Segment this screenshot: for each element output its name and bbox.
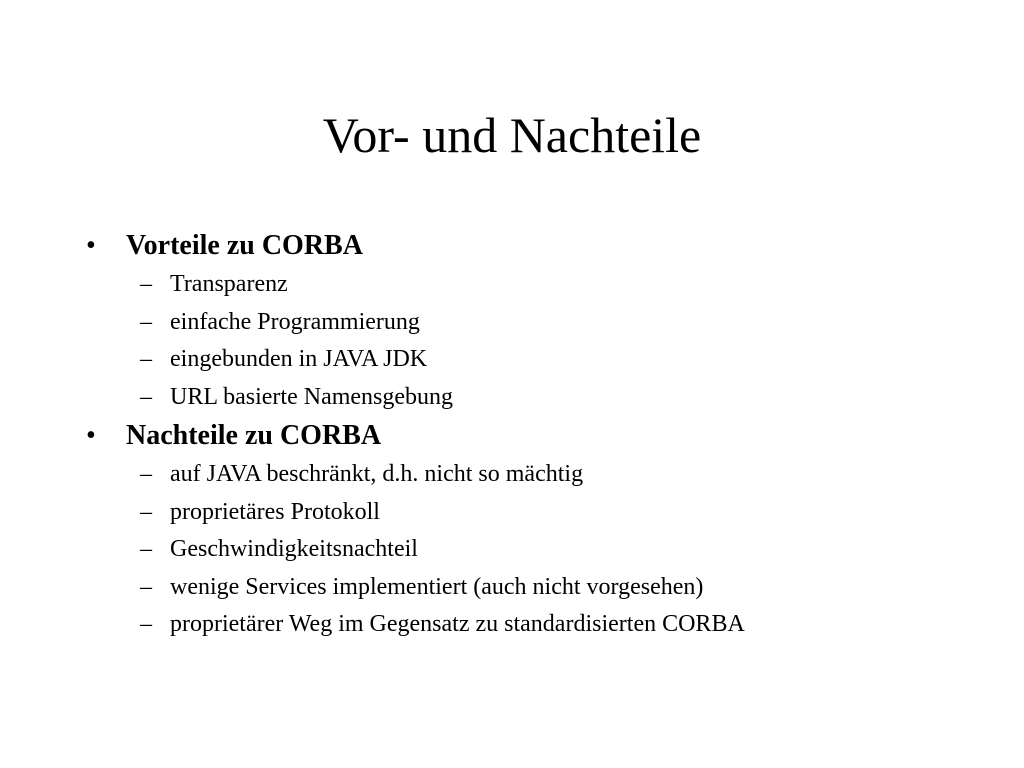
list-item-text: Geschwindigkeitsnachteil bbox=[170, 536, 418, 562]
disadvantages-list bbox=[86, 456, 986, 644]
bullet-icon: • bbox=[86, 420, 96, 451]
section-heading bbox=[86, 416, 986, 456]
dash-icon: – bbox=[140, 498, 152, 525]
list-item-text: proprietärer Weg im Gegensatz zu standardisierten CORBA bbox=[170, 611, 745, 637]
list-item bbox=[86, 304, 986, 342]
list-item bbox=[86, 266, 986, 304]
dash-icon: – bbox=[140, 308, 152, 335]
dash-icon: – bbox=[140, 383, 152, 410]
list-item bbox=[86, 379, 986, 417]
dash-icon: – bbox=[140, 461, 152, 487]
dash-icon: – bbox=[140, 271, 152, 297]
section-heading-text: Nachteile zu CORBA bbox=[126, 420, 382, 451]
section-heading bbox=[86, 226, 986, 266]
list-item-text: einfache Programmierung bbox=[170, 308, 420, 335]
list-item-text: proprietäres Protokoll bbox=[170, 498, 380, 525]
list-item bbox=[86, 494, 986, 532]
list-item-text: URL basierte Namensgebung bbox=[170, 383, 454, 410]
slide-title: Vor- und Nachteile bbox=[322, 107, 702, 163]
slide-content bbox=[86, 226, 986, 644]
advantages-list bbox=[86, 266, 986, 416]
section-advantages bbox=[86, 226, 986, 416]
list-item bbox=[86, 456, 986, 494]
list-item bbox=[86, 606, 986, 644]
bullet-icon: • bbox=[86, 230, 96, 261]
list-item-text: eingebunden in JAVA JDK bbox=[170, 346, 428, 372]
dash-icon: – bbox=[140, 346, 152, 372]
list-item-text: wenige Services implementiert (auch nicht vorgesehen) bbox=[170, 573, 704, 600]
list-item bbox=[86, 341, 986, 379]
section-heading-text: Vorteile zu CORBA bbox=[126, 230, 363, 261]
list-item-text: Transparenz bbox=[170, 271, 288, 297]
section-disadvantages bbox=[86, 416, 986, 644]
dash-icon: – bbox=[140, 611, 152, 637]
list-item bbox=[86, 531, 986, 569]
dash-icon: – bbox=[140, 536, 152, 562]
list-item bbox=[86, 569, 986, 607]
list-item-text: auf JAVA beschränkt, d.h. nicht so mächtig bbox=[170, 461, 584, 487]
dash-icon: – bbox=[140, 573, 152, 600]
